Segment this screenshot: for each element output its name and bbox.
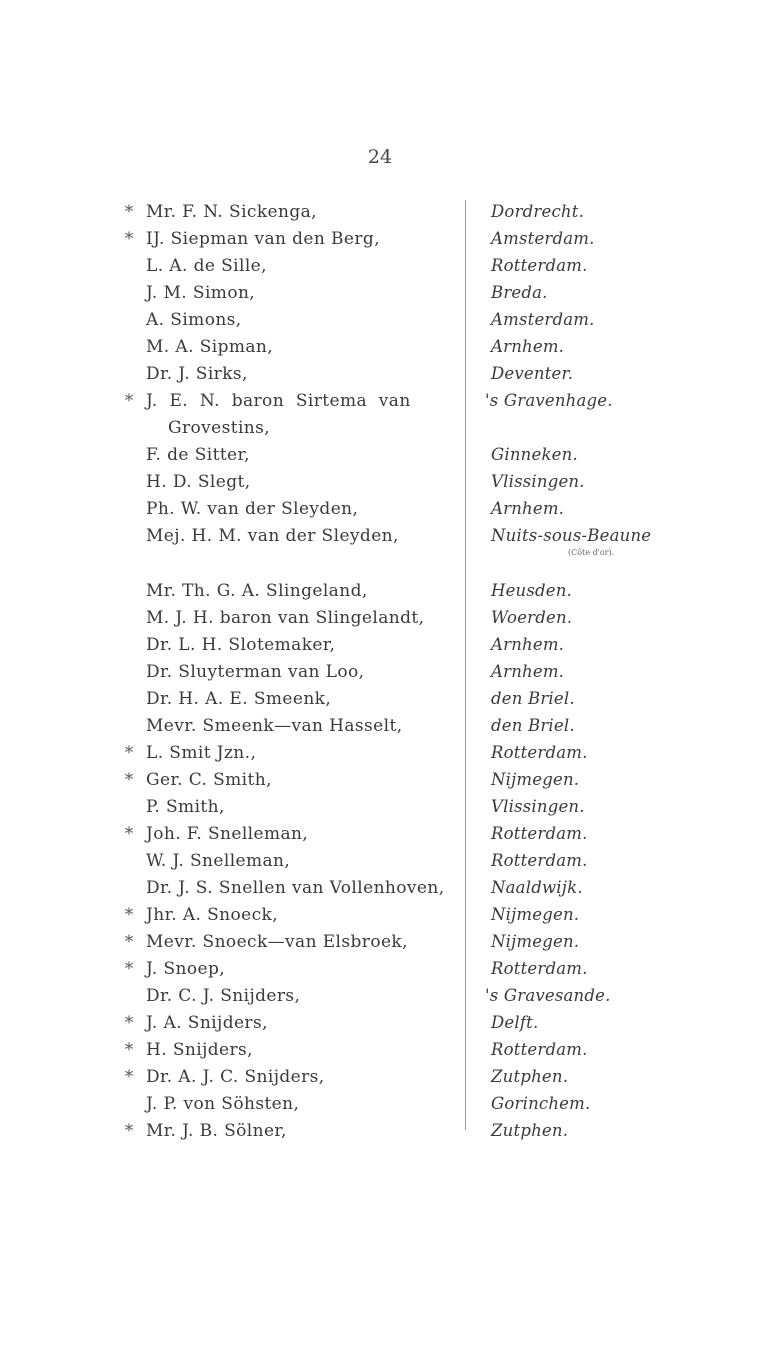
list-item [0,605,760,631]
member-name: Mr. F. N. Sickenga, [146,202,317,222]
member-place: Zutphen. [491,1067,569,1086]
list-item [0,1037,760,1063]
member-place: Amsterdam. [491,310,595,329]
member-name: Dr. H. A. E. Smeenk, [146,689,332,709]
member-place: Rotterdam. [491,1040,588,1059]
member-place: Gorinchem. [491,1094,591,1113]
member-place: Delft. [491,1013,539,1032]
member-marker: * [124,1067,134,1087]
list-item [0,388,760,414]
list-item [0,929,760,955]
member-name: Dr. L. H. Slotemaker, [146,635,336,655]
member-name: Dr. J. Sirks, [146,364,248,384]
member-place: Rotterdam. [491,824,588,843]
member-name: Joh. F. Snelleman, [146,824,309,844]
list-item [0,632,760,658]
list-item [0,1118,760,1144]
member-place: Rotterdam. [491,959,588,978]
list-item [0,442,760,468]
member-marker: * [124,202,134,222]
member-name: Mevr. Smeenk—van Hasselt, [146,716,403,736]
member-place: Amsterdam. [491,229,595,248]
list-item [0,199,760,225]
member-name: M. A. Sipman, [146,337,274,357]
list-item [0,1010,760,1036]
list-item [0,226,760,252]
member-place: Deventer. [491,364,574,383]
list-item [0,983,760,1009]
list-item [0,253,760,279]
member-name: J. Snoep, [146,959,226,979]
member-place: Nijmegen. [491,905,580,924]
member-marker: * [124,905,134,925]
member-marker: * [124,229,134,249]
member-name: Dr. J. S. Snellen van Vollenhoven, [146,878,445,898]
member-place: Arnhem. [491,499,565,518]
member-marker: * [124,959,134,979]
member-name: W. J. Snelleman, [146,851,291,871]
member-name: Jhr. A. Snoeck, [146,905,279,925]
list-item [0,767,760,793]
member-name: IJ. Siepman van den Berg, [146,229,381,249]
list-item [0,469,760,495]
list-item [0,496,760,522]
member-place: Vlissingen. [491,797,585,816]
member-marker: * [124,824,134,844]
list-item [0,415,760,441]
member-marker: * [124,1040,134,1060]
member-name: Dr. Sluyterman van Loo, [146,662,365,682]
member-name: L. A. de Sille, [146,256,267,276]
member-marker: * [124,1013,134,1033]
list-item [0,578,760,604]
member-name: Mr. Th. G. A. Slingeland, [146,581,368,601]
member-place: Breda. [491,283,548,302]
list-item [0,821,760,847]
member-name: J. E. N. baron Sirtema van [146,391,411,411]
member-name: Ger. C. Smith, [146,770,272,790]
member-place: Arnhem. [491,662,565,681]
member-name: P. Smith, [146,797,225,817]
member-place: den Briel. [491,716,575,735]
member-place: Zutphen. [491,1121,569,1140]
list-item [0,686,760,712]
member-name: J. P. von Söhsten, [146,1094,300,1114]
member-name: Grovestins, [168,418,271,438]
member-place: Naaldwijk. [491,878,583,897]
member-place: Heusden. [491,581,573,600]
member-place: Rotterdam. [491,851,588,870]
member-marker: * [124,743,134,763]
member-name: Dr. A. J. C. Snijders, [146,1067,325,1087]
member-name: A. Simons, [146,310,242,330]
list-item [0,1091,760,1117]
member-name: J. A. Snijders, [146,1013,268,1033]
member-place: Rotterdam. [491,743,588,762]
list-item [0,280,760,306]
member-name: Mej. H. M. van der Sleyden, [146,526,399,546]
list-item [0,659,760,685]
list-item [0,875,760,901]
member-place: Woerden. [491,608,573,627]
list-item [0,523,760,557]
list-item [0,334,760,360]
member-place: 's Gravenhage. [485,391,613,410]
member-place: Nuits-sous-Beaune [491,526,652,545]
member-name: L. Smit Jzn., [146,743,257,763]
member-name: H. D. Slegt, [146,472,251,492]
member-name: M. J. H. baron van Slingelandt, [146,608,425,628]
member-marker: * [124,391,134,411]
member-place: Vlissingen. [491,472,585,491]
member-name: F. de Sitter, [146,445,250,465]
member-place: Nijmegen. [491,932,580,951]
member-place: Nijmegen. [491,770,580,789]
member-place: Dordrecht. [491,202,585,221]
list-item [0,848,760,874]
member-place: Arnhem. [491,337,565,356]
list-item [0,307,760,333]
list-item [0,1064,760,1090]
member-name: J. M. Simon, [146,283,256,303]
list-item [0,902,760,928]
member-marker: * [124,1121,134,1141]
member-place: Rotterdam. [491,256,588,275]
member-place: Arnhem. [491,635,565,654]
member-marker: * [124,932,134,952]
member-name: Mr. J. B. Sölner, [146,1121,287,1141]
list-item [0,956,760,982]
member-place: 's Gravesande. [485,986,611,1005]
member-name: Mevr. Snoeck—van Elsbroek, [146,932,408,952]
list-item [0,713,760,739]
member-place: den Briel. [491,689,575,708]
place-note: (Côte d'or). [568,548,615,557]
list-item [0,740,760,766]
member-name: H. Snijders, [146,1040,253,1060]
member-place: Ginneken. [491,445,578,464]
member-name: Ph. W. van der Sleyden, [146,499,359,519]
page-number: 24 [367,146,393,168]
member-name: Dr. C. J. Snijders, [146,986,301,1006]
list-item [0,361,760,387]
list-item [0,794,760,820]
member-marker: * [124,770,134,790]
